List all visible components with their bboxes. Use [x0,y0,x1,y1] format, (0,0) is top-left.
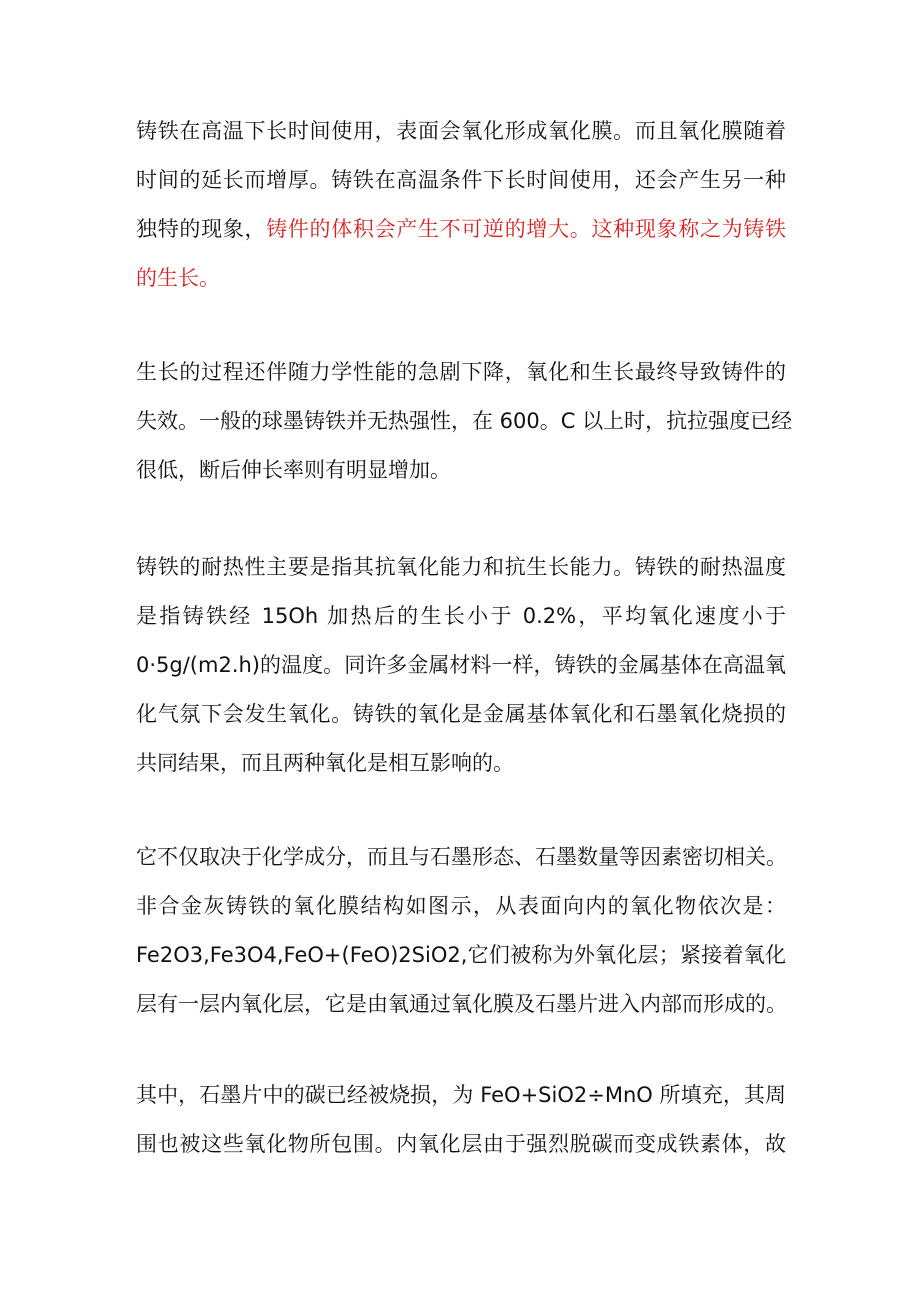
text-line: 层有一层内氧化层，它是由氧通过氧化膜及石墨片进入内部而形成的。 [136,992,787,1016]
text-segment: 独特的现象， [136,217,267,241]
highlighted-text: 铸件的体积会产生不可逆的增大。这种现象称之为铸铁 [266,217,787,241]
paragraph-2 [136,348,793,495]
paragraph-5 [136,1071,786,1169]
text-line: 围也被这些氧化物所包围。内氧化层由于强烈脱碳而变成铁素体，故 [136,1132,786,1156]
text-line: 化气氛下会发生氧化。铸铁的氧化是金属基体氧化和石墨氧化烧损的 [136,702,786,726]
text-line: 共同结果，而且两种氧化是相互影响的。 [136,751,514,775]
paragraph-1 [136,107,786,303]
text-line: 生长的过程还伴随力学性能的急剧下降，氧化和生长最终导致铸件的 [136,360,786,384]
text-line: 铸铁的耐热性主要是指其抗氧化能力和抗生长能力。铸铁的耐热温度 [136,555,786,579]
text-line: 它不仅取决于化学成分，而且与石墨形态、石墨数量等因素密切相关。 [136,845,787,869]
text-line: 其中，石墨片中的碳已经被烧损，为 FeO+SiO2÷MnO 所填充，其周 [136,1083,786,1107]
paragraph-3 [136,543,786,788]
paragraph-4 [136,833,786,1029]
highlighted-text: 的生长。 [136,266,220,290]
text-line-mixed [136,205,786,254]
text-line: 是指铸铁经 15Oh 加热后的生长小于 0.2%，平均氧化速度小于 [136,604,786,628]
text-line: 非合金灰铸铁的氧化膜结构如图示，从表面向内的氧化物依次是： [136,894,786,918]
text-line: 失效。一般的球墨铸铁并无热强性，在 600。C 以上时，抗拉强度已经 [136,409,793,433]
text-line: 0·5g∕(m2.h)的温度。同许多金属材料一样，铸铁的金属基体在高温氧 [136,653,786,677]
text-line: 很低，断后伸长率则有明显增加。 [136,458,451,482]
text-line: Fe2O3,Fe3O4,FeO+(FeO)2SiO2,它们被称为外氧化层；紧接着氧化 [136,943,786,967]
text-line: 铸铁在高温下长时间使用，表面会氧化形成氧化膜。而且氧化膜随着 [136,119,786,143]
text-line: 时间的延长而增厚。铸铁在高温条件下长时间使用，还会产生另一种 [136,168,786,192]
